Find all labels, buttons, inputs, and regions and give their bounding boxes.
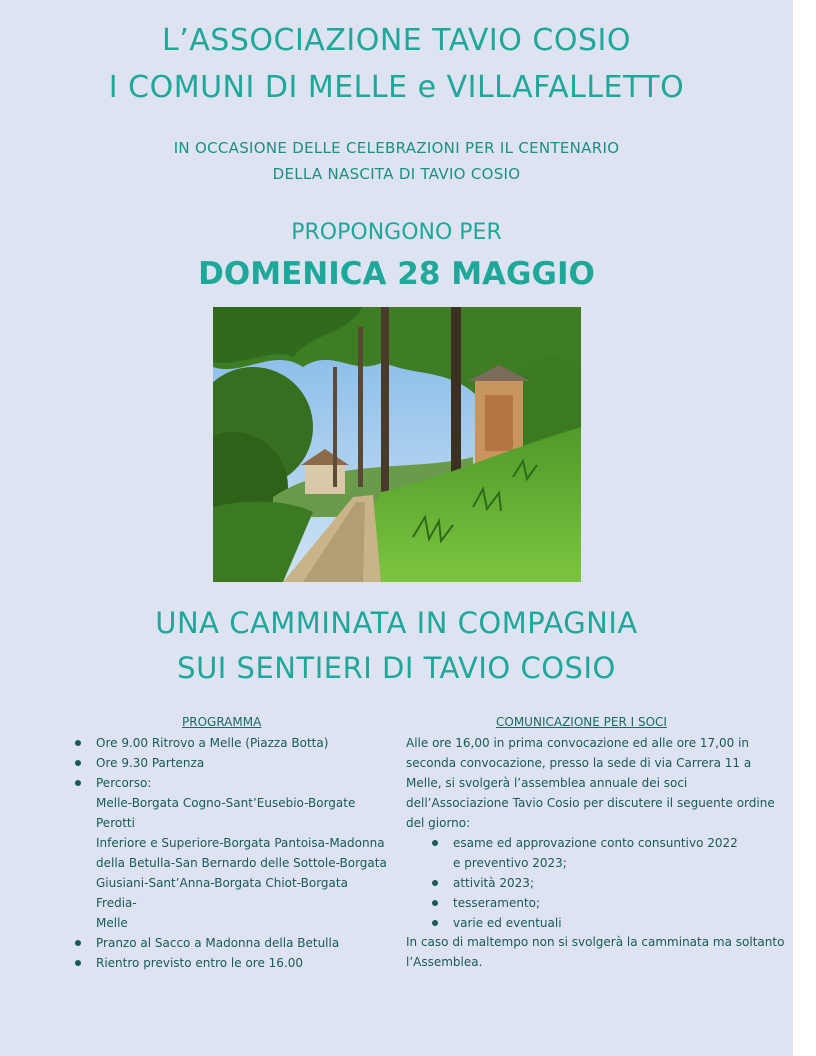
event-title-line-2: SUI SENTIERI DI TAVIO COSIO bbox=[177, 651, 616, 685]
list-item: Ore 9.00 Ritrovo a Melle (Piazza Botta) bbox=[72, 733, 392, 753]
programma-title: PROGRAMMA bbox=[182, 715, 262, 729]
event-title-line-1: UNA CAMMINATA IN COMPAGNIA bbox=[155, 606, 638, 640]
forest-path-photo bbox=[213, 307, 581, 582]
list-item: tesseramento; bbox=[429, 893, 769, 913]
list-item: varie ed eventuali bbox=[429, 913, 769, 933]
bullet-icon bbox=[75, 780, 81, 786]
bullet-icon bbox=[75, 740, 81, 746]
bullet-icon bbox=[75, 760, 81, 766]
bullet-icon bbox=[75, 960, 81, 966]
comunicazione-closing: In caso di maltempo non si svolgerà la camminata ma soltanto l’Assemblea. bbox=[406, 935, 785, 969]
comunicazione-title: COMUNICAZIONE PER I SOCI bbox=[496, 715, 667, 729]
occasion-line-2: DELLA NASCITA DI TAVIO COSIO bbox=[272, 165, 521, 183]
bullet-icon bbox=[432, 840, 438, 846]
list-item: Ore 9.30 Partenza bbox=[72, 753, 392, 773]
list-item: esame ed approvazione conto consuntivo 2022 e preventivo 2023; bbox=[429, 833, 769, 873]
list-item: Pranzo al Sacco a Madonna della Betulla bbox=[72, 933, 392, 953]
bullet-icon bbox=[432, 880, 438, 886]
header-line-1: L’ASSOCIAZIONE TAVIO COSIO bbox=[162, 23, 631, 58]
programma-list bbox=[72, 733, 392, 973]
header-line-2: I COMUNI DI MELLE e VILLAFALLETTO bbox=[108, 70, 685, 105]
list-item: attività 2023; bbox=[429, 873, 769, 893]
bullet-icon bbox=[432, 900, 438, 906]
occasion-line-1: IN OCCASIONE DELLE CELEBRAZIONI PER IL CENTENARIO bbox=[173, 139, 620, 157]
list-item: Percorso: Melle-Borgata Cogno-Sant’Eusebio-Borgate Perotti Inferiore e Superiore-Borgata Pantoisa-Madonna della Betulla-San Bernardo delle Sottole-Borgata Giusiani-Sant’Anna-Borgata Chiot-Borgata Fredia- Melle bbox=[72, 773, 392, 933]
bullet-icon bbox=[75, 940, 81, 946]
list-item: Rientro previsto entro le ore 16.00 bbox=[72, 953, 392, 973]
comunicazione-intro: Alle ore 16,00 in prima convocazione ed alle ore 17,00 in seconda convocazione, presso la sede di via Carrera 11 a Melle, si svolgerà l’assemblea annuale dei soci dell’Associazione Tavio Cosio per discutere il seguente ordine del giorno: bbox=[406, 736, 775, 830]
event-date: DOMENICA 28 MAGGIO bbox=[198, 256, 595, 292]
agenda-list bbox=[429, 833, 769, 933]
propose-heading: PROPONGONO PER bbox=[291, 220, 502, 245]
route-description: Melle-Borgata Cogno-Sant’Eusebio-Borgate Perotti Inferiore e Superiore-Borgata Pantoisa-Madonna della Betulla-San Bernardo delle Sottole-Borgata Giusiani-Sant’Anna-Borgata Chiot-Borgata Fredia- Melle bbox=[96, 796, 387, 930]
bullet-icon bbox=[432, 920, 438, 926]
